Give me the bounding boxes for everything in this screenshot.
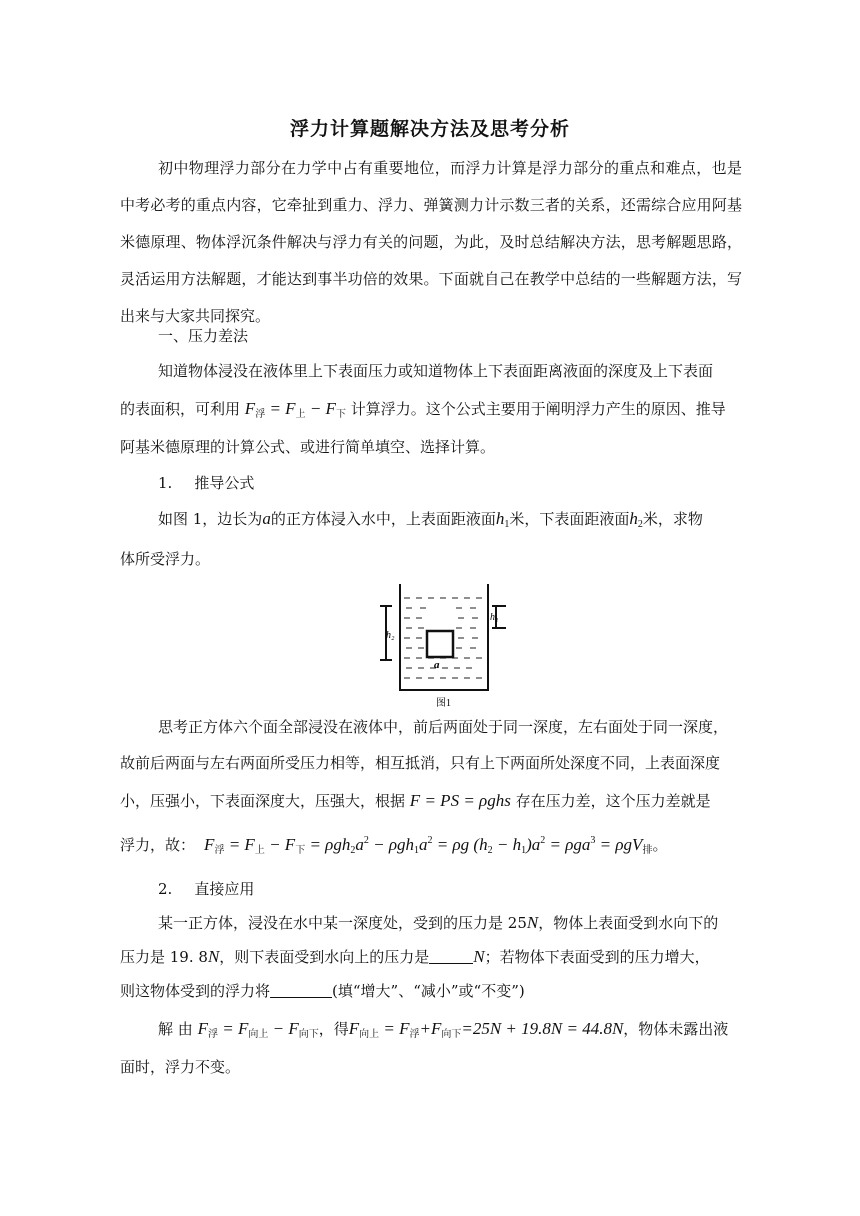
subscript: 2	[637, 519, 643, 530]
text-span: 的表面积，可利用	[120, 400, 241, 418]
text-span: 存在压力差，这个压力差就是	[515, 792, 711, 810]
symbol: ρ	[388, 835, 397, 854]
text-span: 某一正方体，浸没在水中某一深度处，受到的压力是 25	[158, 914, 527, 932]
symbol: a	[355, 835, 364, 854]
subscript: 浮	[409, 1029, 420, 1040]
text-span: 压力是 19. 8	[120, 948, 208, 966]
symbol: ρ	[325, 835, 334, 854]
subscript: 上	[295, 409, 306, 420]
subscript: 浮	[214, 845, 225, 856]
symbol-h1	[496, 509, 510, 528]
symbol: V	[632, 835, 643, 854]
figure-label-h1: h₁	[490, 612, 499, 623]
superscript: 2	[363, 835, 369, 846]
symbol: F	[285, 399, 296, 418]
section-text-line-1: 知道物体浸没在液体里上下表面压力或知道物体上下表面距离液面的深度及上下表面	[158, 362, 714, 380]
example-2-line-2	[120, 946, 742, 967]
symbol: g	[397, 835, 406, 854]
subscript: 浮	[255, 409, 266, 420]
text-span: 计算浮力。这个公式主要用于阐明浮力产生的原因、推导	[350, 400, 726, 418]
superscript: 2	[540, 835, 546, 846]
item-number: 2.	[158, 880, 173, 898]
formula-solution-result: $F_{向上} = F_浮+F_{向下}=25N + 19.8N = 44.8N$	[348, 1019, 624, 1040]
symbol: F	[409, 791, 421, 810]
text-span: ，得	[318, 1020, 349, 1038]
symbol: g	[487, 791, 496, 810]
intro-paragraph: 初中物理浮力部分在力学中占有重要地位，而浮力计算是浮力部分的重点和难点，也是中考必考的重点内容，它牵扯到重力、浮力、弹簧测力计示数三者的关系，还需综合应用阿基米德原理、物体浮沉条件解决与浮力有关的问题，为此，及时总结解决方法，思考解题思路，灵活运用方法解题，才能达到事半功倍的效果。下面就自己在教学中总结的一些解题方法，写出来与大家共同探究。	[120, 159, 742, 325]
subscript: 浮	[207, 1029, 218, 1040]
section-text-line-3: 阿基米德原理的计算公式、或进行简单填空、选择计算。	[120, 438, 496, 456]
symbol: a	[581, 835, 591, 854]
figure-caption: 图1	[436, 698, 451, 709]
symbol: ρ	[479, 791, 488, 810]
symbol: h	[512, 835, 522, 854]
text-span: 米，求物	[642, 510, 703, 528]
subscript: 向下	[298, 1029, 319, 1040]
symbol: h	[495, 509, 505, 528]
text-span: ，物体未露出液	[623, 1020, 729, 1038]
container-outline	[400, 584, 488, 690]
example-2-line-3	[120, 980, 742, 1001]
item-label: 推导公式	[194, 474, 255, 492]
analysis-line-4	[120, 834, 742, 856]
subscript: 2	[350, 845, 356, 856]
formula-buoyancy-derivation: $F_浮 = F_上 - F_下 = \rho gh_2a^2 - \rho gh_1a^2 = \rho g$ $(h_2 - h_1)a^2 = \rho ga^3 = \rho gV_排$	[204, 835, 653, 856]
section-text-line-2	[120, 398, 742, 420]
analysis-line-3	[120, 790, 742, 811]
text-span: 如图 1，边长为	[158, 510, 263, 528]
answer-blank-1[interactable]	[429, 949, 473, 964]
symbol: g	[573, 835, 582, 854]
symbol-h2	[629, 509, 643, 528]
subscript: 排	[642, 845, 653, 856]
symbol: F	[430, 1019, 442, 1038]
symbol: a	[419, 835, 428, 854]
symbol: ρ	[565, 835, 574, 854]
analysis-line-2: 故前后两面与左右两面所受压力相等，相互抵消，只有上下两面所处深度不同，上表面深度	[120, 754, 721, 772]
example-1-line-1	[120, 508, 780, 530]
symbol: P	[440, 791, 451, 810]
text-span: 则这物体受到的浮力将	[120, 982, 271, 1000]
symbol: ρ	[615, 835, 624, 854]
item-2-heading	[120, 878, 780, 899]
water-dashes	[404, 598, 482, 678]
item-number: 1.	[158, 474, 173, 492]
symbol: h	[629, 509, 638, 528]
subscript: 上	[254, 845, 265, 856]
subscript: 向上	[359, 1029, 380, 1040]
example-1-line-2: 体所受浮力。	[120, 550, 211, 568]
text-span: 浮力，故：	[120, 836, 196, 854]
symbol: g	[460, 835, 470, 854]
subscript: 向上	[248, 1029, 269, 1040]
symbol: g	[623, 835, 633, 854]
text-span: 米，下表面距液面	[509, 510, 630, 528]
subscript: 1	[521, 845, 527, 856]
symbol: h	[405, 835, 414, 854]
symbol: F	[197, 1019, 208, 1038]
formula-pressure: F = PS = ρghs	[409, 791, 511, 810]
symbol: h	[341, 835, 351, 854]
formula-pressure-difference: $F_浮 = F_上 - F_下$	[244, 399, 346, 420]
text-span: ；若物体下表面受到的压力增大，	[484, 948, 710, 966]
symbol: h	[495, 791, 505, 810]
text-span: ，则下表面受到水向上的压力是	[219, 948, 430, 966]
subscript: 1	[414, 845, 419, 856]
subscript: 1	[504, 519, 510, 530]
symbol: F	[284, 835, 296, 854]
symbol: g	[333, 835, 342, 854]
symbol: F	[204, 835, 215, 854]
subscript: 下	[335, 409, 346, 420]
symbol: N	[526, 913, 539, 932]
text-span: 。	[652, 836, 668, 854]
item-1-heading	[120, 472, 780, 493]
symbol: F	[399, 1019, 410, 1038]
symbol: h	[479, 835, 488, 854]
cube-square	[427, 631, 453, 657]
analysis-line-1: 思考正方体六个面全部浸没在液体中，前后两面处于同一深度，左右面处于同一深度，	[158, 718, 729, 736]
symbol: N	[207, 947, 220, 966]
formula-solution-relation: $F_浮 = F_{向上} - F_{向下}$	[197, 1019, 319, 1040]
subscript: 下	[295, 845, 306, 856]
figure-1	[376, 582, 512, 712]
superscript: 2	[427, 835, 433, 846]
symbol: F	[244, 399, 256, 418]
solution-line-2: 面时，浮力不变。	[120, 1058, 241, 1076]
figure-label-h2: h₂	[386, 630, 395, 641]
page-title: 浮力计算题解决方法及思考分析	[289, 118, 570, 140]
item-label: 直接应用	[194, 880, 255, 898]
symbol: s	[504, 791, 511, 810]
text-span: (填“增大”、“减小”或“不变”)	[332, 982, 525, 1000]
text-span: 解 由	[158, 1020, 193, 1038]
symbol: F	[325, 399, 336, 418]
subscript: 向下	[441, 1029, 462, 1040]
symbol: F	[244, 835, 255, 854]
figure-label-a: a	[434, 659, 440, 671]
symbol: a	[262, 509, 271, 528]
symbol: a	[531, 835, 541, 854]
text-span: ，物体上表面受到水向下的	[538, 914, 719, 932]
text-span: 的正方体浸入水中，上表面距液面	[270, 510, 496, 528]
solution-numbers: =25N + 19.8N = 44.8N	[461, 1019, 624, 1038]
symbol: N	[473, 947, 485, 966]
symbol: F	[348, 1019, 360, 1038]
symbol: S	[450, 791, 460, 810]
symbol: F	[288, 1019, 299, 1038]
symbol: F	[237, 1019, 249, 1038]
superscript: 3	[590, 835, 596, 846]
example-2-line-1	[120, 912, 780, 933]
subscript: 2	[487, 845, 493, 856]
text-span: 小，压强小，下表面深度大，压强大，根据	[120, 792, 406, 810]
answer-blank-2[interactable]	[270, 983, 332, 998]
section-heading: 一、压力差法	[158, 327, 249, 345]
symbol: ρ	[452, 835, 461, 854]
solution-line-1	[120, 1018, 780, 1040]
